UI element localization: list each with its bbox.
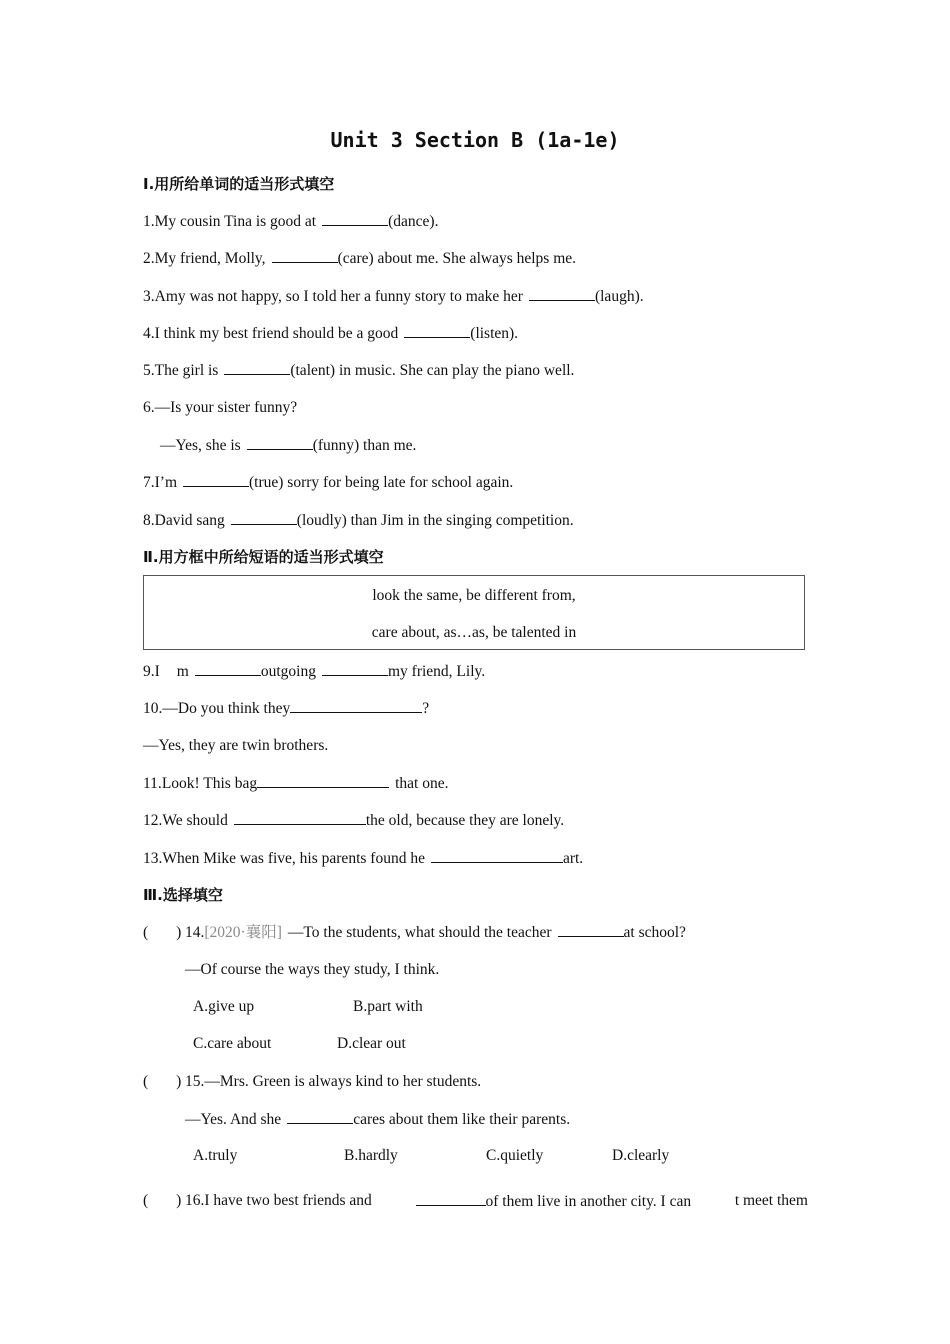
answer-blank[interactable] [290,698,422,713]
answer-blank[interactable] [416,1191,486,1206]
question-6-reply: —Yes, she is (funny) than me. [160,437,417,454]
option-a[interactable]: A.truly [193,1147,238,1164]
answer-blank[interactable] [287,1109,353,1124]
answer-blank[interactable] [234,810,366,825]
answer-blank[interactable] [195,661,261,676]
answer-blank[interactable] [183,472,249,487]
question-5: 5.The girl is (talent) in music. She can play the piano well. [143,362,575,379]
question-8: 8.David sang (loudly) than Jim in the singing competition. [143,512,574,529]
phrase-box-line-1: look the same, be different from, [372,587,576,604]
question-1: 1.My cousin Tina is good at (dance). [143,213,439,230]
page-title: Unit 3 Section B (1a-1e) [330,128,620,152]
question-2: 2.My friend, Molly, (care) about me. She always helps me. [143,250,577,267]
option-b[interactable]: B.part with [353,998,423,1015]
answer-blank[interactable] [322,661,388,676]
answer-bracket[interactable]: ( ) [143,924,182,941]
question-13: 13.When Mike was five, his parents found he art. [143,850,584,867]
answer-blank[interactable] [231,510,297,525]
question-10: 10.—Do you think they ? [143,700,430,717]
option-d[interactable]: D.clearly [612,1147,670,1164]
question-15: ( ) 15.—Mrs. Green is always kind to her students. [143,1073,482,1090]
answer-blank[interactable] [431,848,563,863]
answer-blank[interactable] [224,360,290,375]
answer-bracket[interactable]: ( ) [143,1073,182,1090]
question-7: 7.I’m (true) sorry for being late for school again. [143,474,514,491]
question-6: 6.—Is your sister funny? [143,399,298,416]
source-tag: [2020·襄阳] [204,924,282,941]
question-9: 9.I m outgoing my friend, Lily. [143,663,486,680]
answer-blank[interactable] [322,211,388,226]
option-b[interactable]: B.hardly [344,1147,398,1164]
question-4: 4.I think my best friend should be a good (listen). [143,325,519,342]
option-a[interactable]: A.give up [193,998,255,1015]
question-10-reply: —Yes, they are twin brothers. [143,737,329,754]
phrase-box [143,575,805,650]
part1-heading: Ⅰ.用所给单词的适当形式填空 [143,175,335,193]
question-14-reply: —Of course the ways they study, I think. [185,961,440,978]
question-12: 12.We should the old, because they are lonely. [143,812,565,829]
question-16: ( ) 16.I have two best friends and of them live in another city. I can t meet them [143,1192,808,1210]
answer-blank[interactable] [272,248,338,263]
answer-bracket[interactable]: ( ) [143,1192,182,1209]
part2-heading: Ⅱ.用方框中所给短语的适当形式填空 [143,548,384,566]
phrase-box-line-2: care about, as…as, be talented in [371,624,577,641]
option-c[interactable]: C.care about [193,1035,272,1052]
option-c[interactable]: C.quietly [486,1147,544,1164]
question-14: ( ) 14.[2020·襄阳] —To the students, what should the teacher at school? [143,924,686,941]
question-15-reply: —Yes. And she cares about them like their parents. [185,1111,571,1128]
answer-blank[interactable] [558,922,624,937]
answer-blank[interactable] [247,435,313,450]
answer-blank[interactable] [529,286,595,301]
option-d[interactable]: D.clear out [337,1035,406,1052]
answer-blank[interactable] [257,773,389,788]
question-3: 3.Amy was not happy, so I told her a funny story to make her (laugh). [143,288,644,305]
answer-blank[interactable] [404,323,470,338]
part3-heading: Ⅲ.选择填空 [143,886,223,904]
question-11: 11.Look! This bag that one. [143,775,449,792]
